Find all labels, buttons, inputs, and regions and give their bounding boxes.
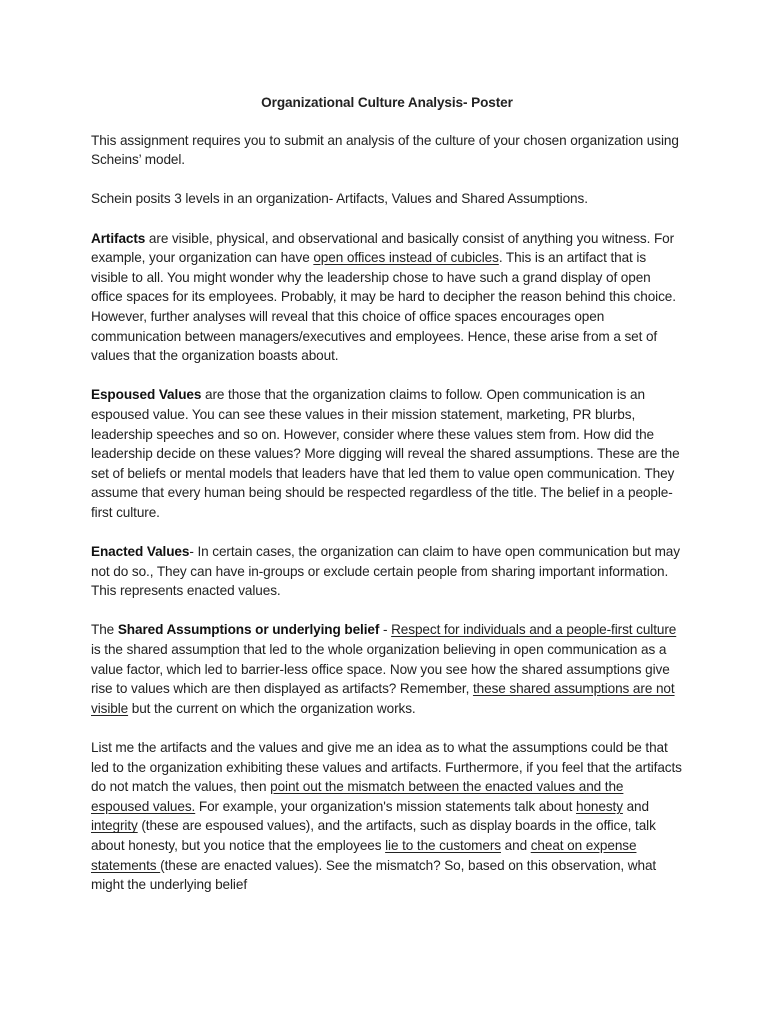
list-text-1: List me the artifacts and the values and give me an idea as to what the assumptions could be that led to the organization exhibiting these values and artifacts. Furthermore, if you feel that the artifacts do not match the values, then xyxy=(91,740,682,795)
honesty-underline: honesty xyxy=(575,798,623,814)
shared-assumptions-term: Shared Assumptions or underlying belief xyxy=(117,622,380,638)
list-paragraph xyxy=(91,738,683,895)
cheat-underline: cheat on expense statements xyxy=(91,837,637,873)
not-visible-underline: these shared assumptions are not visible xyxy=(91,681,675,716)
list-text-6: (these are enacted values). See the mismatch? So, based on this observation, what might the underlying belief xyxy=(91,857,657,893)
espoused-values-paragraph xyxy=(91,385,683,522)
document-page xyxy=(91,93,683,914)
shared-text-1: is the shared assumption that led to the whole organization believing in open communication as a value factor, which led to barrier-less office space. Now you see how the shared assumptions give rise to values which are then displayed as artifacts? Remember, xyxy=(91,642,670,697)
open-offices-underline: open offices instead of cubicles xyxy=(313,250,499,266)
espoused-values-text: are those that the organization claims to follow. Open communication is an espoused value. You can see these values in their mission statement, marketing, PR blurbs, leadership speeches and so on. However, consider where these values stem from. How did the leadership decide on these values? More digging will reveal the shared assumptions. These are the set of beliefs or mental models that leaders have that led them to value open communication. They assume that every human being should be respected regardless of the title. The belief in a people-first culture. xyxy=(91,387,680,520)
document-title: Organizational Culture Analysis- Poster xyxy=(261,95,513,110)
shared-dash: - xyxy=(379,622,392,638)
shared-prefix: The xyxy=(91,622,118,638)
artifacts-text-2: . This is an artifact that is visible to all. You might wonder why the leadership chose to have such a grand display of open office spaces for its employees. Probably, it may be hard to decipher the reason behind this choice. However, further analyses will reveal that this choice of office spaces encourages open communication between managers/executives and employees. Hence, these arise from a set of values that the organization boasts about. xyxy=(91,250,676,364)
integrity-underline: integrity xyxy=(91,818,138,834)
intro-paragraph: This assignment requires you to submit an analysis of the culture of your chosen organization using Scheins’ model. xyxy=(91,132,679,168)
enacted-values-paragraph xyxy=(91,542,683,601)
artifacts-paragraph xyxy=(91,229,683,366)
list-text-5: and xyxy=(500,837,531,853)
respect-underline: Respect for individuals and a people-first culture xyxy=(391,622,677,638)
mismatch-underline: point out the mismatch between the enacted values and the espoused values. xyxy=(91,779,624,814)
artifacts-term: Artifacts xyxy=(91,230,146,246)
enacted-values-term: Enacted Values xyxy=(91,544,190,560)
artifacts-text-1: are visible, physical, and observational and basically consist of anything you witness. For example, your organization can have xyxy=(91,230,675,266)
lie-underline: lie to the customers xyxy=(385,837,501,853)
shared-assumptions-paragraph xyxy=(91,620,683,718)
list-text-4: (these are espoused values), and the artifacts, such as display boards in the office, talk about honesty, but you notice that the employees xyxy=(91,818,656,853)
list-text-2: For example, your organization's mission statements talk about xyxy=(195,798,576,814)
enacted-values-text: - In certain cases, the organization can claim to have open communication but may not do so., They can have in-groups or exclude certain people from sharing important information. This represents enacted values. xyxy=(91,544,680,599)
levels-paragraph: Schein posits 3 levels in an organization- Artifacts, Values and Shared Assumptions. xyxy=(91,191,588,207)
list-text-3: and xyxy=(622,798,649,814)
espoused-values-term: Espoused Values xyxy=(91,387,202,403)
shared-text-2: but the current on which the organization works. xyxy=(128,700,416,716)
